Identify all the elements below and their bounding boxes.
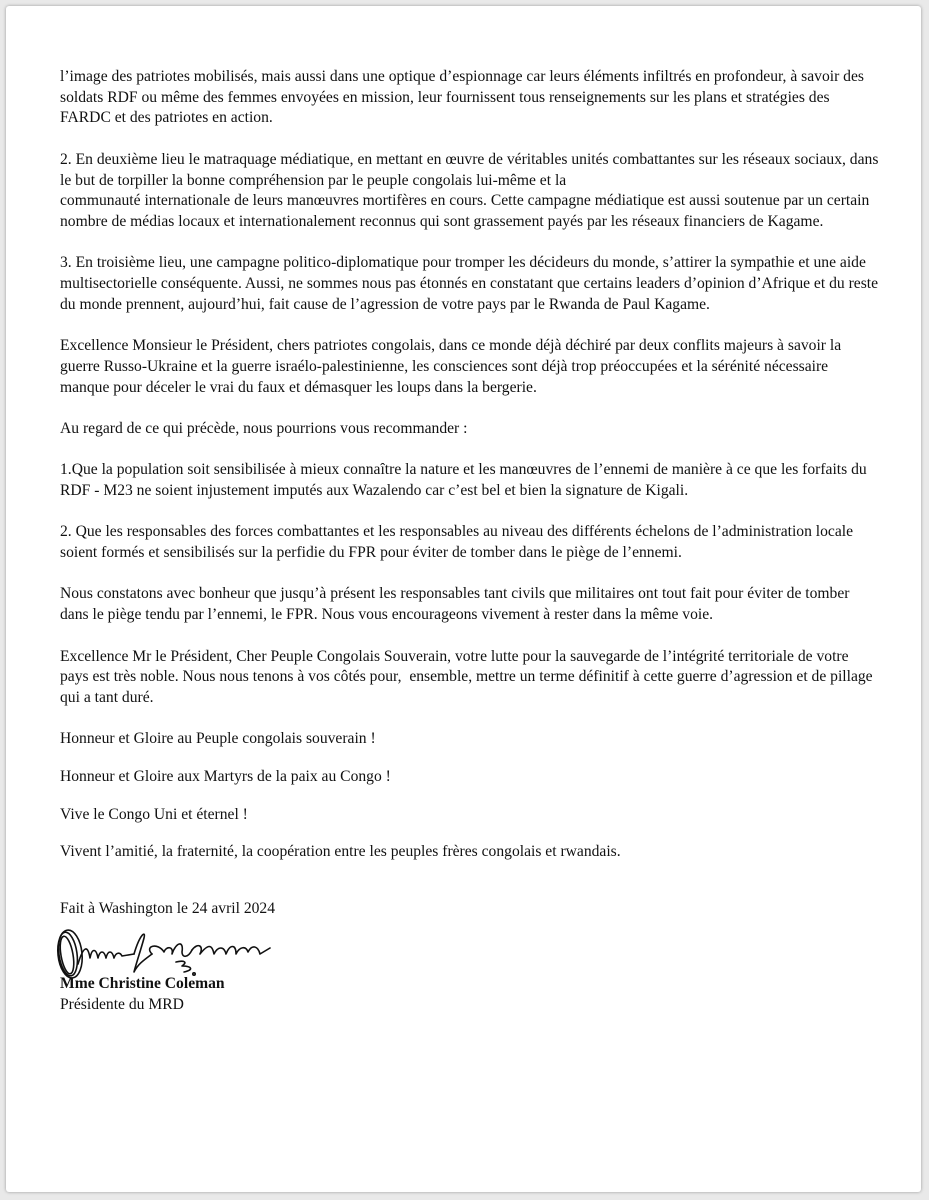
slogan-friendship: Vivent l’amitié, la fraternité, la coopération entre les peuples frères congolais et rwandais. [60,843,621,861]
slogan-martyrs: Honneur et Gloire aux Martyrs de la paix au Congo ! [60,768,391,786]
paragraph-support: Excellence Mr le Président, Cher Peuple Congolais Souverain, votre lutte pour la sauvegarde de l’intégrité territoriale de votre pays est très noble. Nous nous tenons à vos côtés pour, ensemble, mettre un terme définitif à cette guerre d’agression et de pillage qui a tant duré. [60,647,877,706]
paragraph-observation: Nous constatons avec bonheur que jusqu’à présent les responsables tant civils que militaires ont tout fait pour éviter de tomber dans le piège tendu par l’ennemi, le FPR. Nous vous encourageons vivement à rester dans la même voie. [60,585,854,624]
paragraph-recommendation-intro: Au regard de ce qui précède, nous pourrions vous recommander : [60,419,468,437]
handwritten-signature [48,924,288,980]
signer-title: Présidente du MRD [60,995,184,1013]
paragraph-espionage: l’image des patriotes mobilisés, mais aussi dans une optique d’espionnage car leurs éléments infiltrés en profondeur, à savoir des soldats RDF ou même des femmes envoyées en mission, leur fournissent tous renseignements sur les plans et stratégies des FARDC et des patriotes en action. [60,68,868,127]
paragraph-diplomatic-campaign: 3. En troisième lieu, une campagne politico-diplomatique pour tromper les décideurs du monde, s’attirer la sympathie et une aide multisectorielle conséquente. Aussi, ne sommes nous pas étonnés en constatant que certains leaders d’opinion d’Afrique et du reste du monde prennent, aujourd’hui, fait cause de l’agression de votre pays par le Rwanda de Paul Kagame. [60,254,882,313]
paragraph-world-conflicts: Excellence Monsieur le Président, chers patriotes congolais, dans ce monde déjà déchiré par deux conflits majeurs à savoir la guerre Russo-Ukraine et la guerre israélo-palestinienne, les consciences sont déjà trop préoccupées et la sérénité nécessaire manque pour déceler le vrai du faux et démasquer les loups dans la bergerie. [60,337,846,396]
paragraph-recommendation-1: 1.Que la population soit sensibilisée à mieux connaître la nature et les manœuvres de l’ennemi de manière à ce que les forfaits du RDF - M23 ne soient injustement imputés aux Wazalendo car c’est bel et bien la signature de Kigali. [60,461,871,499]
slogan-people: Honneur et Gloire au Peuple congolais souverain ! [60,730,376,748]
paragraph-media-campaign: 2. En deuxième lieu le matraquage médiatique, en mettant en œuvre de véritables unités combattantes sur les réseaux sociaux, dans le but de torpiller la bonne compréhension par le peuple congolais lui-même et la communauté internationale de leurs manœuvres mortifères en cours. Cette campagne médiatique est aussi soutenue par un certain nombre de médias locaux et internationalement reconnus qui sont grassement payés par les réseaux financiers de Kagame. [60,150,879,230]
letter-body [60,67,880,1015]
paragraph-recommendation-2: 2. Que les responsables des forces combattantes et les responsables au niveau des différents échelons de l’administration locale soient formés et sensibilisés sur la perfidie du FPR pour éviter de tomber dans le piège de l’ennemi. [60,523,857,562]
signature-graphic [48,924,288,984]
document-page [6,6,921,1192]
slogan-congo: Vive le Congo Uni et éternel ! [60,805,248,823]
signer-name: Mme Christine Coleman [60,974,225,992]
date-line: Fait à Washington le 24 avril 2024 [60,900,276,918]
